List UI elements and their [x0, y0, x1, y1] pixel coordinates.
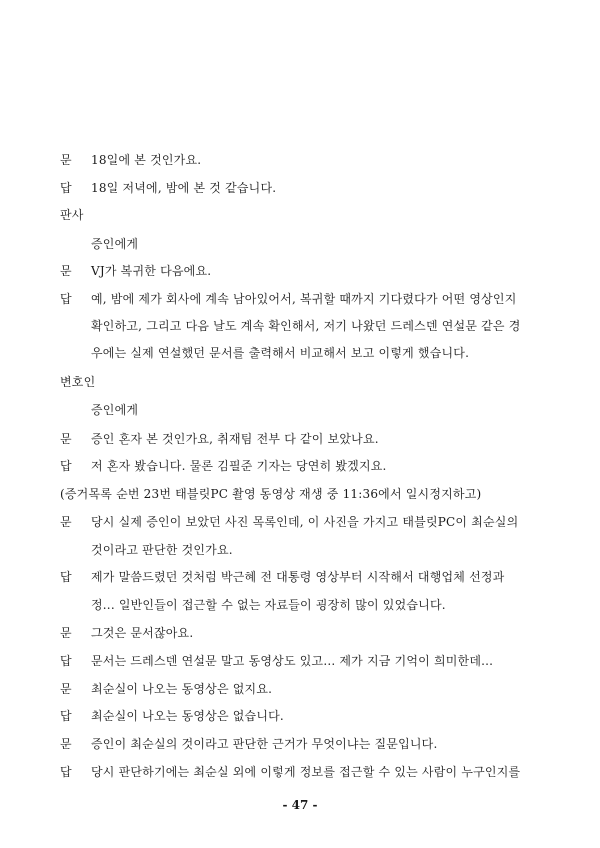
question-text: 18일에 본 것인가요. [91, 153, 202, 167]
question-text: 당시 실제 증인이 보았던 사진 목록인데, 이 사진을 가지고 태블릿PC이 최순실의 [91, 515, 519, 529]
question-label: 문 [60, 737, 72, 751]
answer-text: 우에는 실제 연설했던 문서를 출력해서 비교해서 보고 이렇게 했습니다. [91, 346, 470, 360]
addressee-witness: 증인에게 [91, 403, 139, 417]
answer-label: 답 [60, 292, 72, 306]
question-label: 문 [60, 515, 72, 529]
question-label: 문 [60, 264, 72, 278]
question-text: 그것은 문서잖아요. [91, 626, 194, 640]
question-text: 증인이 최순실의 것이라고 판단한 근거가 무엇이냐는 질문입니다. [91, 737, 438, 751]
question-text: 증인 혼자 본 것인가요, 취재팀 전부 다 같이 보았나요. [91, 432, 379, 446]
answer-text: 저 혼자 봤습니다. 물론 김필준 기자는 당연히 봤겠지요. [91, 459, 387, 473]
answer-label: 답 [60, 459, 72, 473]
addressee-witness: 증인에게 [91, 237, 139, 251]
answer-label: 답 [60, 709, 72, 723]
question-label: 문 [60, 626, 72, 640]
answer-text: 제가 말씀드렸던 것처럼 박근혜 전 대통령 영상부터 시작해서 대행업체 선정과 [91, 570, 505, 584]
answer-label: 답 [60, 570, 72, 584]
answer-label: 답 [60, 654, 72, 668]
answer-label: 답 [60, 765, 72, 779]
question-text: 최순실이 나오는 동영상은 없지요. [91, 682, 273, 696]
question-label: 문 [60, 432, 72, 446]
answer-text: 확인하고, 그리고 다음 날도 계속 확인해서, 저기 나왔던 드레스덴 연설문 같은 경 [91, 319, 521, 333]
answer-label: 답 [60, 181, 72, 195]
page-number: - 47 - [282, 798, 318, 812]
answer-text: 예, 밤에 제가 회사에 계속 남아있어서, 복귀할 때까지 기다렸다가 어떤 영상인지 [91, 292, 517, 306]
question-text: VJ가 복귀한 다음에요. [91, 264, 212, 278]
answer-text: 정... 일반인들이 접근할 수 없는 자료들이 굉장히 많이 있었습니다. [91, 598, 446, 612]
evidence-note: (증거목록 순번 23번 태블릿PC 촬영 동영상 재생 중 11:36에서 일시정지하고) [60, 487, 482, 501]
answer-text: 최순실이 나오는 동영상은 없습니다. [91, 709, 284, 723]
question-label: 문 [60, 682, 72, 696]
answer-text: 18일 저녁에, 밤에 본 것 같습니다. [91, 181, 277, 195]
speaker-lawyer: 변호인 [60, 375, 96, 389]
answer-text: 당시 판단하기에는 최순실 외에 이렇게 정보를 접근할 수 있는 사람이 누구인지를 [91, 765, 521, 779]
answer-text: 문서는 드레스덴 연설문 말고 동영상도 있고... 제가 지금 기억이 희미한데... [91, 654, 494, 668]
speaker-judge: 판사 [60, 208, 84, 222]
question-text: 것이라고 판단한 것인가요. [91, 543, 233, 557]
question-label: 문 [60, 153, 72, 167]
